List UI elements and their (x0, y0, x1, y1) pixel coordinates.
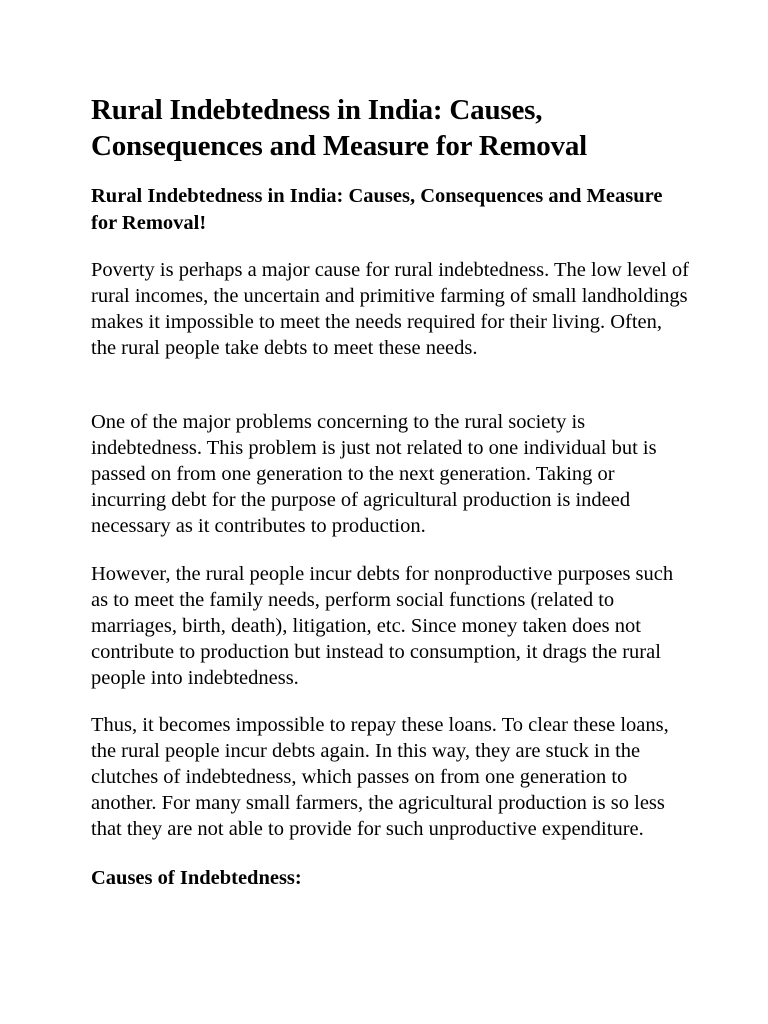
section-heading-causes: Causes of Indebtedness: (91, 867, 302, 889)
page-title: Rural Indebtedness in India: Causes, Consequences and Measure for Removal (91, 94, 587, 162)
paragraph-4: Thus, it becomes impossible to repay these loans. To clear these loans, the rural people incur debts again. In this way, they are stuck in the clutches of indebtedness, which passes on from one generation to another. For many small farmers, the agricultural production is so less that they are not able to provide for such unproductive expenditure. (91, 714, 669, 840)
paragraph-3: However, the rural people incur debts for nonproductive purposes such as to meet the family needs, perform social functions (related to marriages, birth, death), litigation, etc. Since money taken does not contribute to production but instead to consumption, it drags the rural people into indebtedness. (91, 563, 674, 689)
document-content (91, 92, 691, 889)
paragraph-2: One of the major problems concerning to the rural society is indebtedness. This problem is just not related to one individual but is passed on from one generation to the next generation. Taking or incurring debt for the purpose of agricultural production is indeed necessary as it contributes to production. (91, 411, 657, 537)
paragraph-1: Poverty is perhaps a major cause for rural indebtedness. The low level of rural incomes, the uncertain and primitive farming of small landholdings makes it impossible to meet the needs required for their living. Often, the rural people take debts to meet these needs. (91, 259, 689, 359)
page-subtitle: Rural Indebtedness in India: Causes, Consequences and Measure for Removal! (91, 185, 663, 234)
